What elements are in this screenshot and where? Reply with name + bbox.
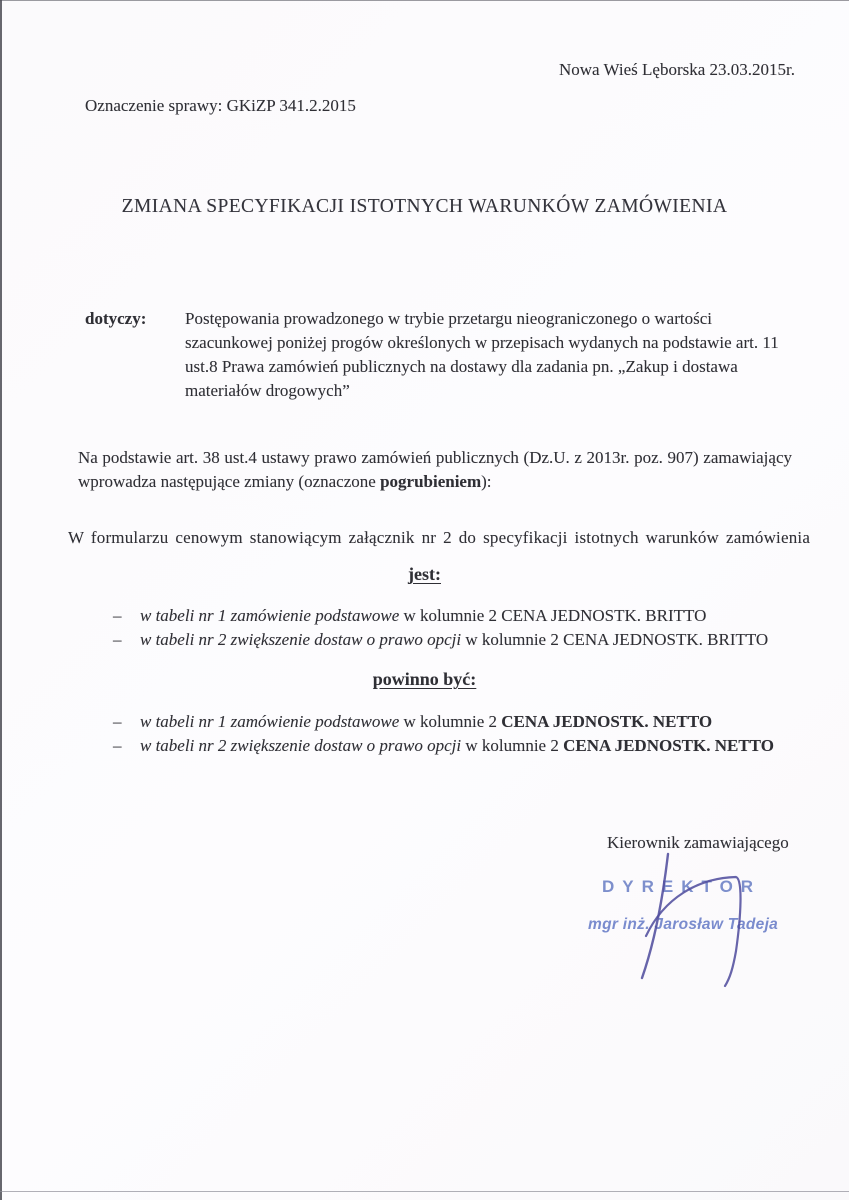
list-dash: – (113, 630, 122, 649)
list-item (113, 710, 774, 734)
section-heading-is (0, 564, 849, 585)
item-italic-part: w tabeli nr 2 zwiększenie dostaw o prawo opcji (140, 736, 462, 755)
section-heading-should-be-text: powinno być: (372, 669, 477, 689)
scan-edge-top (0, 0, 849, 1)
legal-basis-paragraph (78, 446, 792, 494)
list-item (113, 628, 768, 652)
subject-label: dotyczy: (85, 309, 147, 328)
is-list (113, 604, 768, 652)
item-bold-part: CENA JEDNOSTK. NETTO (563, 736, 774, 755)
item-italic-part: w tabeli nr 1 zamówienie podstawowe (140, 606, 400, 625)
legal-basis-text: Na podstawie art. 38 ust.4 ustawy prawo zamówień publicznych (Dz.U. z 2013r. poz. 907) zamawiający wprowadza następujące zmiany (oznaczone (78, 448, 792, 491)
item-bold-part: CENA JEDNOSTK. NETTO (501, 712, 713, 731)
handwritten-signature (580, 846, 800, 996)
list-dash: – (113, 712, 122, 731)
legal-basis-bold-word: pogrubieniem (380, 472, 482, 491)
section-heading-is-text: jest: (408, 564, 441, 584)
scan-edge-left (0, 0, 2, 1200)
item-rest-part: w kolumnie 2 CENA JEDNOSTK. BRITTO (461, 630, 769, 649)
item-italic-part: w tabeli nr 1 zamówienie podstawowe (140, 712, 400, 731)
list-dash: – (113, 736, 122, 755)
scan-edge-bottom (0, 1191, 849, 1192)
list-dash: – (113, 606, 122, 625)
item-italic-part: w tabeli nr 2 zwiększenie dostaw o prawo opcji (140, 630, 462, 649)
stamp-title: DYREKTOR (602, 877, 762, 896)
subject-text: Postępowania prowadzonego w trybie przetargu nieograniczonego o wartości szacunkowej poniżej progów określonych w przepisach wydanych na podstawie art. 11 ust.8 Prawa zamówień publicznych na dostawy dla zadania pn. „Zakup i dostawa materiałów drogowych” (185, 309, 779, 400)
place-and-date: Nowa Wieś Lęborska 23.03.2015r. (558, 60, 795, 79)
list-item (113, 734, 774, 758)
document-title: ZMIANA SPECYFIKACJI ISTOTNYCH WARUNKÓW ZAMÓWIENIA (121, 196, 728, 217)
legal-basis-text-end: ): (481, 472, 492, 491)
subject-block (85, 307, 800, 403)
section-heading-should-be (0, 669, 849, 690)
stamp-name: mgr inż. Jarosław Tadeja (588, 916, 779, 933)
case-reference: Oznaczenie sprawy: GKiZP 341.2.2015 (85, 96, 356, 115)
list-item (113, 604, 768, 628)
item-mid-part: w kolumnie 2 (461, 736, 564, 755)
intro-sentence: W formularzu cenowym stanowiącym załącznik nr 2 do specyfikacji istotnych warunków zamówienia (68, 528, 811, 547)
item-mid-part: w kolumnie 2 (399, 712, 502, 731)
item-rest-part: w kolumnie 2 CENA JEDNOSTK. BRITTO (399, 606, 707, 625)
signatory-role: Kierownik zamawiającego (607, 833, 789, 852)
should-be-list (113, 710, 774, 758)
